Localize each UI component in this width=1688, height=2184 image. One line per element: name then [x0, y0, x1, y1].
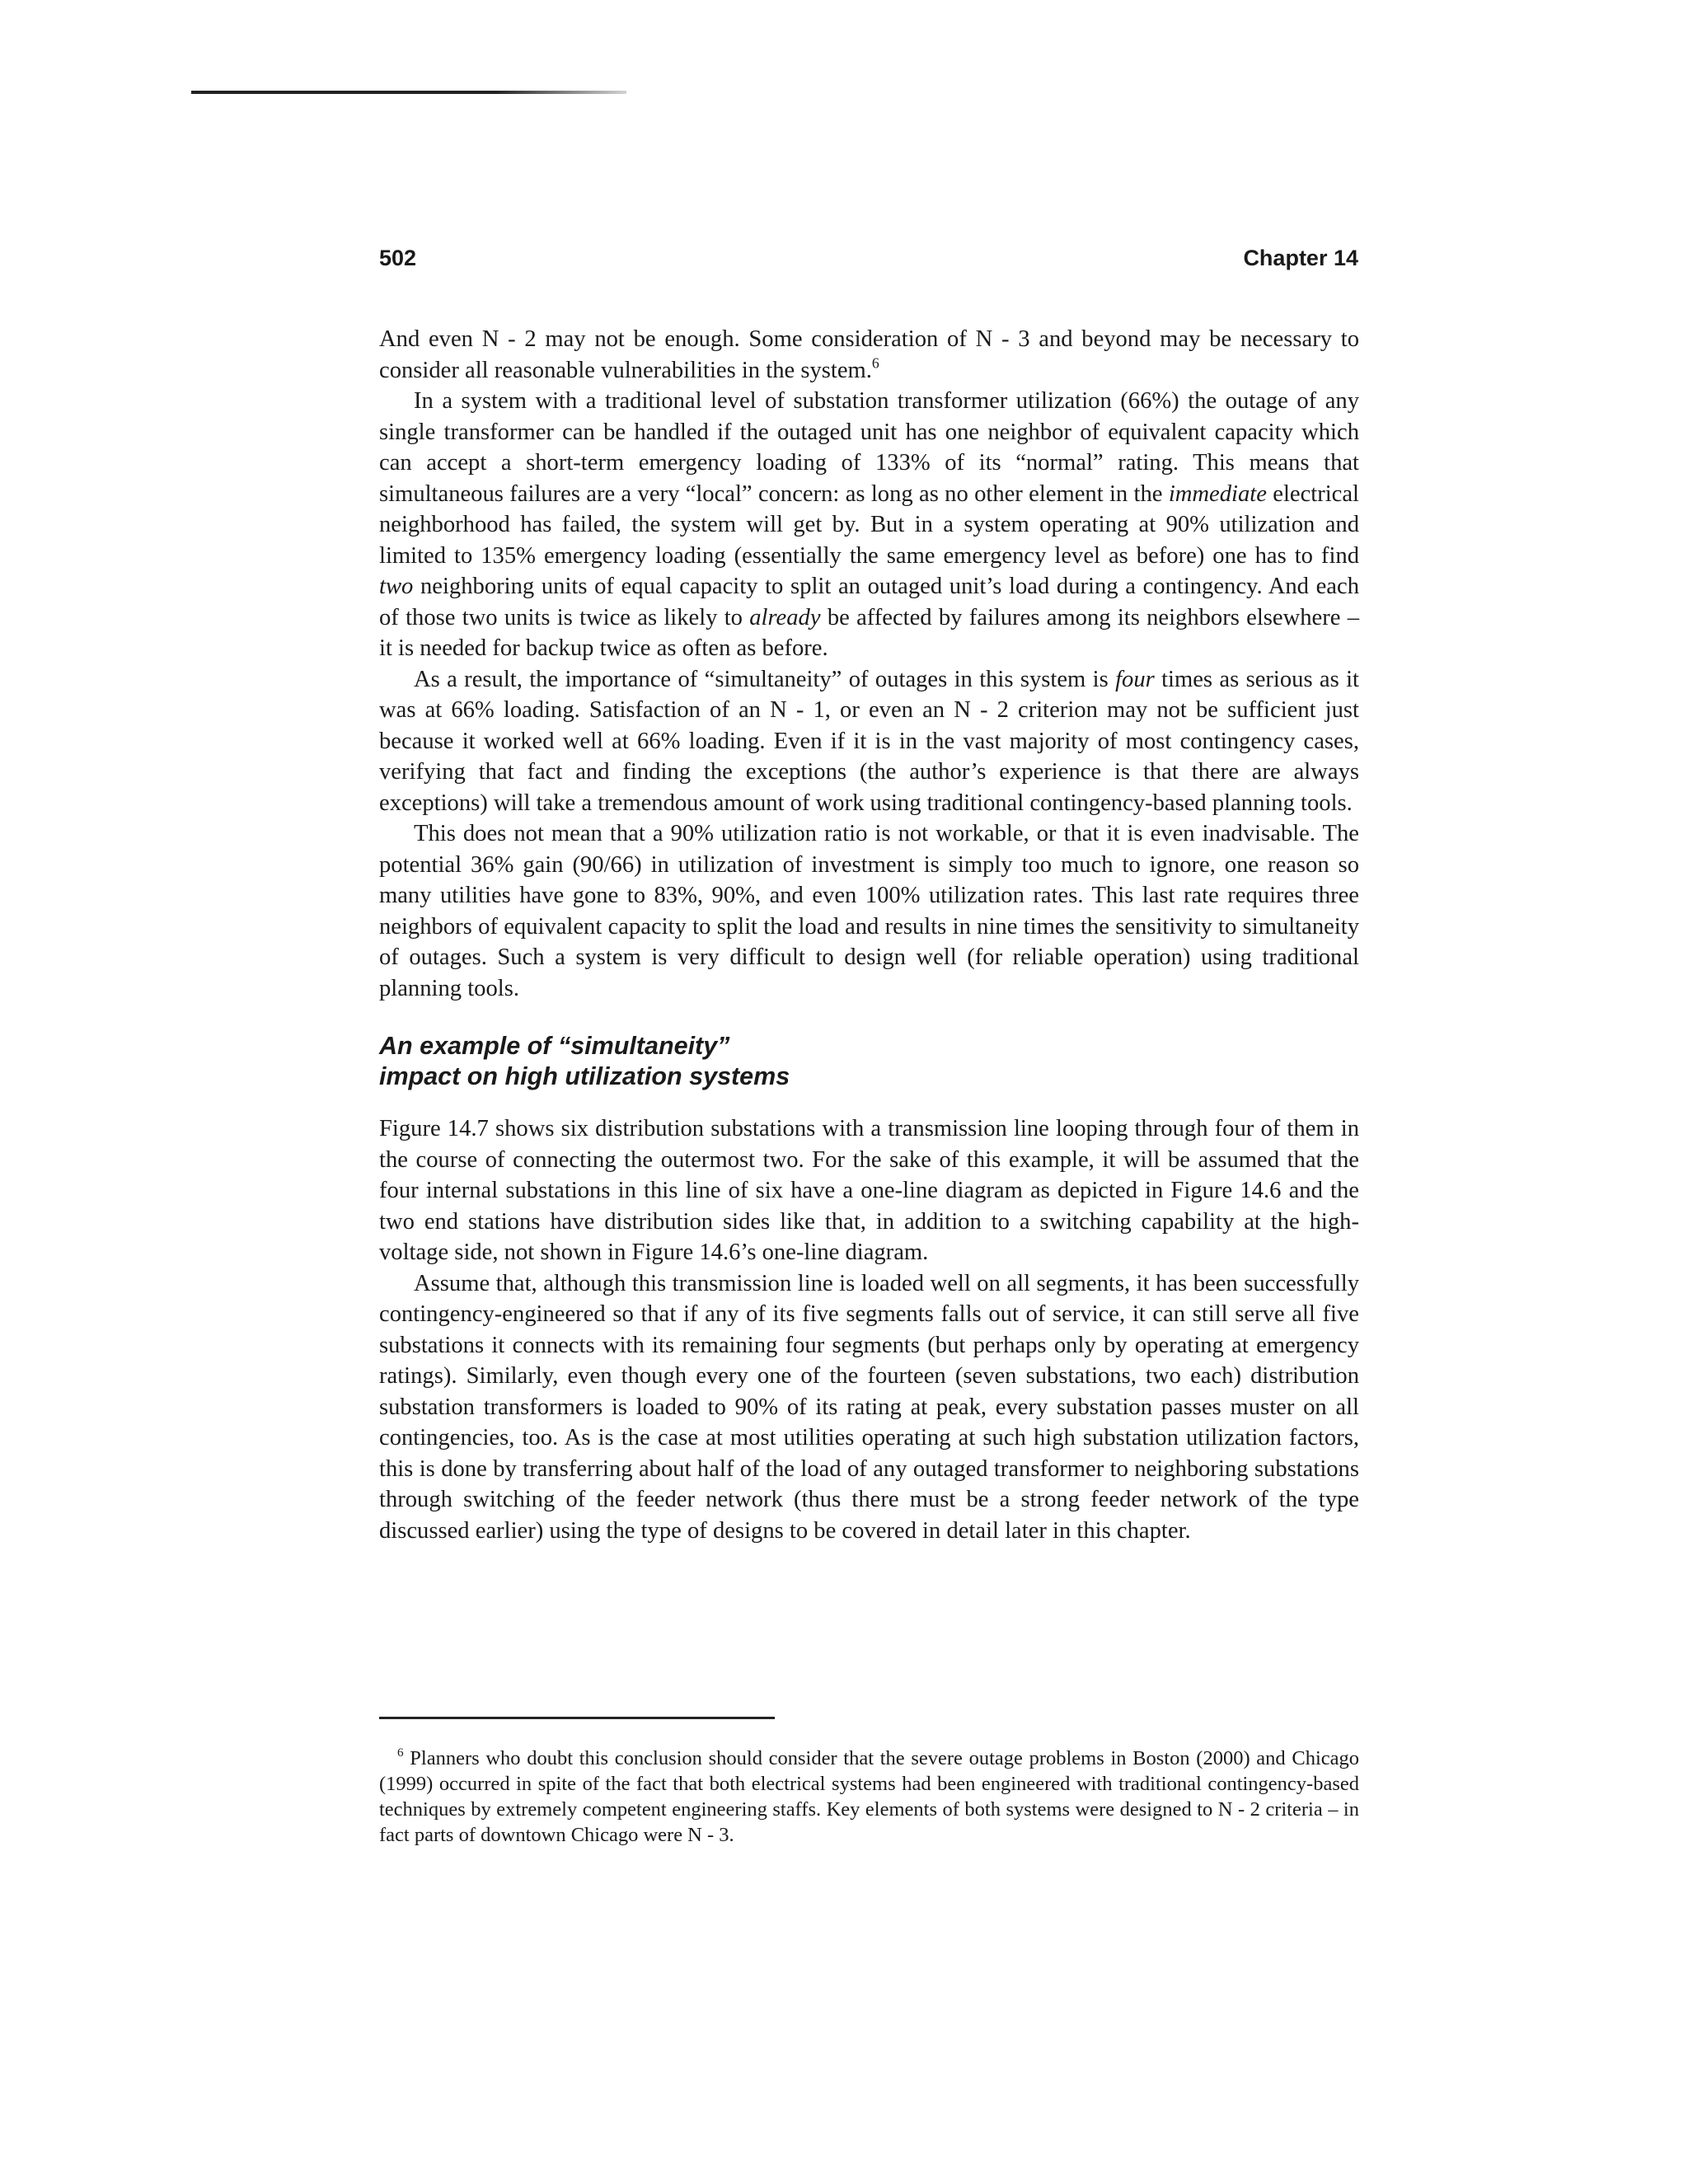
footnote-reference: 6 [871, 354, 879, 371]
paragraph-2 [379, 386, 1359, 664]
paragraph-1 [379, 324, 1359, 386]
section-heading-line-2: impact on high utilization systems [379, 1062, 790, 1090]
paragraph-text: And even N - 2 may not be enough. Some consideration of N - 3 and beyond may be necessary to consider all reasonable vulnerabilities in the system. [379, 326, 1359, 383]
paragraph-text: neighboring units of equal capacity to split an outaged unit’s load during a contingency. And each of those two units is twice as likely to [379, 574, 1359, 630]
footnote-marker: 6 [397, 1746, 404, 1760]
top-rule [191, 91, 626, 94]
running-head [379, 246, 1358, 279]
emphasis: already [749, 604, 821, 630]
page-number: 502 [379, 246, 417, 270]
section-heading [379, 1031, 1359, 1092]
emphasis: immediate [1168, 480, 1267, 507]
section-heading-line-1: An example of “simultaneity” [379, 1032, 730, 1060]
paragraph-text: be affected by failures among its neighbors elsewhere – it is needed for backup twice as often as before. [379, 604, 1360, 661]
footnote-text: Planners who doubt this conclusion should consider that the severe outage problems in Boston (2000) and Chicago (1999) occurred in spite of the fact that both electrical systems had been engineered with traditional contingency-based techniques by extremely competent engineering staffs. Key elements of both systems were designed to N - 2 criteria – in fact parts of downtown Chicago were N - 3. [379, 1747, 1359, 1846]
page-body [379, 324, 1359, 1546]
chapter-title: Chapter 14 [1243, 246, 1358, 270]
paragraph-4: This does not mean that a 90% utilization ratio is not workable, or that it is even inadvisable. The potential 36% gain (90/66) in utilization of investment is simply too much to ignore, one reason so many utilities have gone to 83%, 90%, and even 100% utilization rates. This last rate requires three neighbors of equivalent capacity to split the load and results in nine times the sensitivity to simultaneity of outages. Such a system is very difficult to design well (for reliable operation) using traditional planning tools. [379, 821, 1359, 1001]
footnote [379, 1746, 1359, 1848]
paragraph-6: Assume that, although this transmission line is loaded well on all segments, it has been successfully contingency-engineered so that if any of its five segments falls out of service, it can still serve all five substations it connects with its remaining four segments (but perhaps only by operating at emergency ratings). Similarly, even though every one of the fourteen (seven substations, two each) distribution substation transformers is loaded to 90% of its rating at peak, every substation passes muster on all contingencies, too. As is the case at most utilities operating at such high substation utilization factors, this is done by transferring about half of the load of any outaged transformer to neighboring substations through switching of the feeder network (thus there must be a strong feeder network of the type discussed earlier) using the type of designs to be covered in detail later in this chapter. [379, 1270, 1359, 1544]
paragraph-5: Figure 14.7 shows six distribution substations with a transmission line looping through four of them in the course of connecting the outermost two. For the sake of this example, it will be assumed that the four internal substations in this line of six have a one-line diagram as depicted in Figure 14.6 and the two end stations have distribution sides like that, in addition to a switching capability at the high-voltage side, not shown in Figure 14.6’s one-line diagram. [379, 1116, 1359, 1265]
footnote-rule [379, 1717, 775, 1719]
paragraph-text: In a system with a traditional level of substation transformer utilization (66%) the outage of any single transformer can be handled if the outaged unit has one neighbor of equivalent capacity which can accept a short-term emergency loading of 133% of its “normal” rating. This means that simultaneous failures are a very “local” concern: as long as no other element in the [379, 388, 1359, 507]
paragraph-text: electrical neighborhood has failed, the system will get by. But in a system operating at 90% utilization and limited to 135% emergency loading (essentially the same emergency level as before) one has to find [379, 480, 1360, 569]
footnote-paragraph [379, 1746, 1359, 1848]
paragraph-text: As a result, the importance of “simultaneity” of outages in this system is [414, 666, 1116, 692]
paragraph-text: times as serious as it was at 66% loading. Satisfaction of an N - 1, or even an N - 2 criterion may not be sufficient just because it worked well at 66% loading. Even if it is in the vast majority of most contingency cases, verifying that fact and finding the exceptions (the author’s experience is that there are always exceptions) will take a tremendous amount of work using traditional contingency-based planning tools. [379, 666, 1359, 816]
emphasis: four [1115, 666, 1155, 692]
emphasis: two [379, 574, 414, 599]
paragraph-3 [379, 664, 1359, 819]
